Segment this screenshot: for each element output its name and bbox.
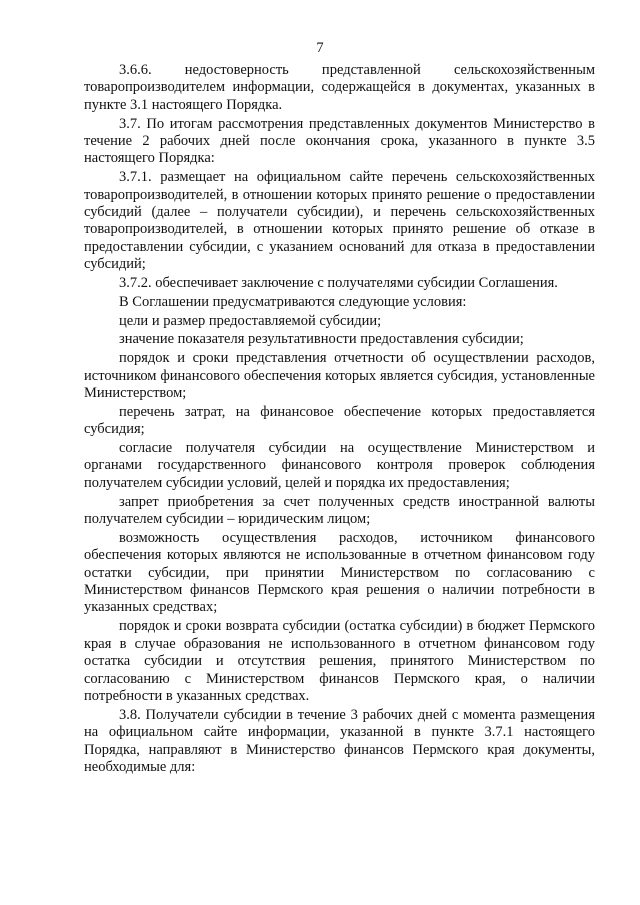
condition-performance-indicator: значение показателя результативности предоставления субсидии; [119, 331, 524, 348]
document-body [84, 62, 595, 778]
paragraph-3-7: 3.7. По итогам рассмотрения представленных документов Министерство в течение 2 рабочих дней после окончания срока, указанного в пункте 3.5 настоящего Порядка: [84, 115, 595, 167]
paragraph-3-8: 3.8. Получатели субсидии в течение 3 рабочих дней с момента размещения на официальном сайте информации, указанной в пункте 3.7.1 настоящего Порядка, направляют в Министерство финансов Пермского края документы, необходимые для: [84, 706, 595, 775]
condition-audit-consent: согласие получателя субсидии на осуществление Министерством и органами государственного финансового контроля проверок соблюдения получателем субсидии условий, целей и порядка их предоставления; [84, 440, 595, 491]
condition-refund: порядок и сроки возврата субсидии (остатка субсидии) в бюджет Пермского края в случае образования не использованного в отчетном финансовом году остатка субсидии и отсутствия решения, принятого Министерством по согласованию с Министерством финансов Пермского края, о наличии потребности в указанных средствах. [84, 618, 595, 704]
paragraph-agreement-conditions: В Соглашении предусматриваются следующие условия: [119, 293, 467, 310]
paragraph-3-6-6: 3.6.6. недостоверность представленной сельскохозяйственным товаропроизводителем информации, содержащейся в документах, указанных в пункте 3.1 настоящего Порядка. [84, 62, 595, 113]
condition-purpose-amount: цели и размер предоставляемой субсидии; [119, 312, 382, 329]
condition-currency-ban: запрет приобретения за счет полученных средств иностранной валюты получателем субсидии – юридическим лицом; [84, 493, 595, 528]
paragraph-3-7-2: 3.7.2. обеспечивает заключение с получателями субсидии Соглашения. [119, 275, 558, 292]
paragraph-3-7-1: 3.7.1. размещает на официальном сайте перечень сельскохозяйственных товаропроизводителей, в отношении которых принято решение о предоставлении субсидий (далее – получатели субсидии), и перечень сельскохозяйственных товаропроизводителей, в отношении которых принято решение об отказе в предоставлении субсидии, с указанием оснований для отказа в предоставлении субсидий; [84, 169, 595, 273]
condition-unused-balance: возможность осуществления расходов, источником финансового обеспечения которых являются не использованные в отчетном финансовом году остатки субсидии, при принятии Министерством по согласованию с Министерством финансов Пермского края решения о наличии потребности в указанных средствах; [84, 529, 595, 616]
condition-cost-list: перечень затрат, на финансовое обеспечение которых предоставляется субсидия; [84, 403, 595, 438]
condition-reporting: порядок и сроки представления отчетности об осуществлении расходов, источником финансового обеспечения которых является субсидия, установленные Министерством; [84, 350, 595, 402]
page-number: 7 [316, 40, 324, 56]
